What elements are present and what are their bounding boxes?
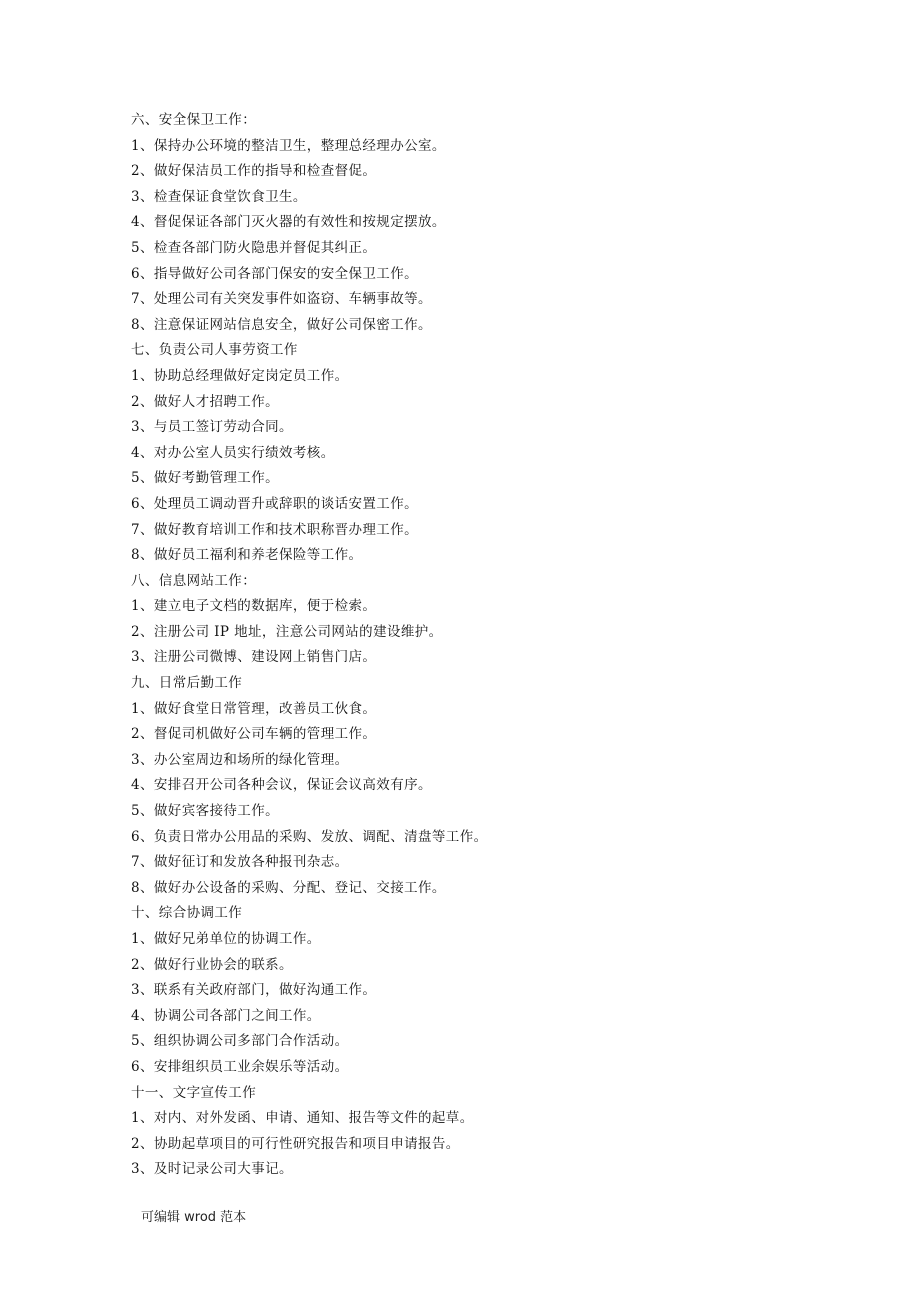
list-item: 2、注册公司 IP 地址，注意公司网站的建设维护。 [131,623,443,640]
list-item: 2、协助起草项目的可行性研究报告和项目申请报告。 [131,1135,460,1152]
list-item: 6、指导做好公司各部门保安的安全保卫工作。 [131,265,418,282]
list-item: 4、督促保证各部门灭火器的有效性和按规定摆放。 [131,214,446,231]
document-body [131,108,831,1183]
list-item: 8、做好办公设备的采购、分配、登记、交接工作。 [131,879,446,896]
list-item: 1、对内、对外发函、申请、通知、报告等文件的起草。 [131,1110,474,1127]
list-item: 1、做好兄弟单位的协调工作。 [131,931,321,947]
list-item: 6、处理员工调动晋升或辞职的谈话安置工作。 [131,495,418,512]
list-item: 8、做好员工福利和养老保险等工作。 [131,547,363,564]
list-item: 5、做好宾客接待工作。 [131,803,279,820]
list-item: 2、做好人才招聘工作。 [131,393,279,410]
list-item: 8、注意保证网站信息安全，做好公司保密工作。 [131,316,432,333]
list-item: 2、做好保洁员工作的指导和检查督促。 [131,163,377,180]
list-item: 5、组织协调公司多部门合作活动。 [131,1033,349,1050]
list-item: 3、联系有关政府部门，做好沟通工作。 [131,982,377,999]
list-item: 3、办公室周边和场所的绿化管理。 [131,751,349,768]
list-item: 7、做好教育培训工作和技术职称晋办理工作。 [131,521,418,538]
list-item: 1、做好食堂日常管理，改善员工伙食。 [131,700,377,717]
list-item: 1、协助总经理做好定岗定员工作。 [131,367,349,384]
list-item: 5、做好考勤管理工作。 [131,470,279,487]
list-item: 3、与员工签订劳动合同。 [131,419,293,436]
section-heading: 九、日常后勤工作 [131,675,243,692]
list-item: 2、做好行业协会的联系。 [131,956,293,973]
list-item: 6、负责日常办公用品的采购、发放、调配、清盘等工作。 [131,828,488,845]
list-item: 2、督促司机做好公司车辆的管理工作。 [131,726,377,743]
page-footer: 可编辑 wrod 范本 [141,1210,247,1225]
section-heading: 十一、文字宣传工作 [131,1084,257,1101]
list-item: 3、检查保证食堂饮食卫生。 [131,188,307,205]
list-item: 6、安排组织员工业余娱乐等活动。 [131,1058,349,1075]
list-item: 4、对办公室人员实行绩效考核。 [131,444,335,461]
list-item: 1、保持办公环境的整洁卫生，整理总经理办公室。 [131,137,446,154]
section-heading: 六、安全保卫工作： [131,112,257,128]
list-item: 3、及时记录公司大事记。 [131,1161,293,1178]
section-heading: 八、信息网站工作： [131,572,257,589]
list-item: 4、协调公司各部门之间工作。 [131,1007,321,1024]
section-heading: 七、负责公司人事劳资工作 [131,342,298,359]
list-item: 4、安排召开公司各种会议，保证会议高效有序。 [131,777,432,794]
list-item: 7、处理公司有关突发事件如盗窃、车辆事故等。 [131,291,432,308]
section-heading: 十、综合协调工作 [131,905,243,922]
list-item: 3、注册公司微博、建设网上销售门店。 [131,649,377,666]
list-item: 7、做好征订和发放各种报刊杂志。 [131,854,349,871]
list-item: 5、检查各部门防火隐患并督促其纠正。 [131,239,377,256]
list-item: 1、建立电子文档的数据库，便于检索。 [131,598,377,615]
